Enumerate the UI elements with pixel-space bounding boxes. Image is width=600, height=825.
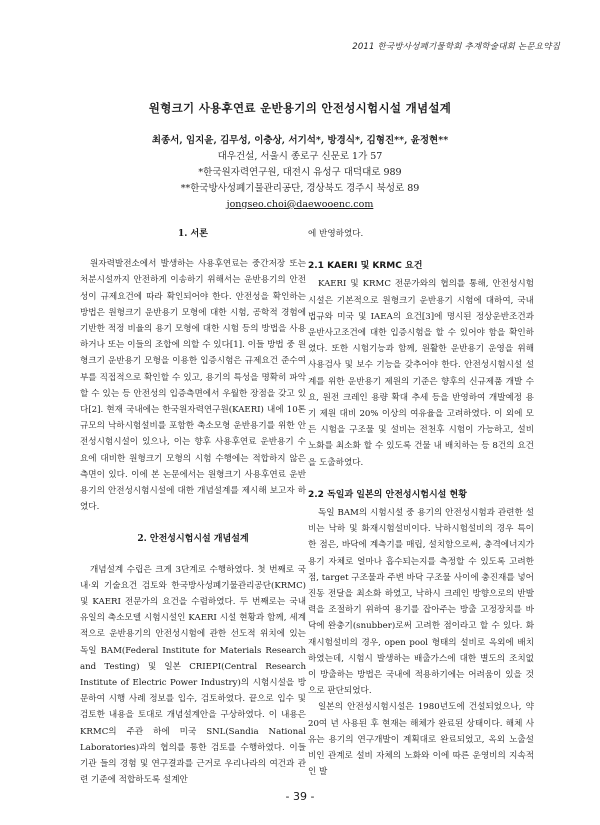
section-2-2-paragraph-1: 독일 BAM의 시험시설 중 용기의 안전성시험과 관련한 설비는 낙하 및 화재시험설비이다. 낙하시험설비의 경우 특이한 점은, 바닥에 계측기를 매립, 설치함으로써, 충격에너지가 용기 자체로 얼마나 흡수되는지를 측정할 수 있도록 고려한 점, target 구조물과 주변 바닥 구조물 사이에 충진재를 넣어 진동 전달을 최소화 하였고, 낙하시 크레인 방향으로의 반발력을 조절하기 위하여 용기를 잡아주는 방출 고정장치를 바닥에 완충기(snubber)로써 고려한 점이라고 할 수 있다. 화재시험설비의 경우, open pool 형태의 설비로 옥외에 배치하였는데, 시험시 발생하는 배출가스에 대한 별도의 조치없이 방출하는 방법은 국내에 적용하기에는 어려움이 있을 것으로 판단되었다. [308,508,534,697]
author-email[interactable]: jongseo.choi@daewooenc.com [226,199,374,210]
section-2-heading: 2. 안전성시험시설 개념설계 [137,534,249,545]
author-names: 최종서, 임지윤, 김무성, 이충상, 서기석*, 방경식*, 김형진**, 윤정현** [151,135,449,146]
affiliation-2: *한국원자력연구원, 대전시 유성구 대덕대로 989 [198,167,402,178]
right-column [308,226,534,781]
author-block [0,133,600,213]
page-number: - 39 - [285,790,315,803]
left-column [80,226,306,789]
affiliation-3: **한국방사성폐기물관리공단, 경상북도 경주시 북성로 89 [180,183,420,194]
section-2-1-heading: 2.1 KAERI 및 KRMC 요건 [308,261,423,272]
affiliation-1: 대우건설, 서울시 종로구 신문로 1가 57 [217,151,383,162]
section-2-paragraph: 개념설계 수립은 크게 3단계로 수행하였다. 첫 번째로 국내·외 기술요건 검토와 한국방사성폐기물관리공단(KRMC) 및 KAERI 전문가의 요건을 수렴하였다. 두 번째로는 국내 유일의 축소모델 시험시설인 KAERI 시설 현황과 함께, 세계적으로 운반용기의 안전성시험에 관한 선도적 위치에 있는 독일 BAM(Federal Institute for Materials Research and Testing) 및 일본 CRIEPI(Central Research Institute of Electric Power Industry)의 시험시설을 방문하여 시행 사례 정보를 입수, 검토하였다. 끝으로 입수 및 검토한 내용을 토대로 개념설계안을 구상하였다. 이 내용은 KRMC의 주관 하에 미국 SNL(Sandia National Laboratories)과의 협의를 통한 검토를 수행하였다. 이들 기관 들의 경험 및 연구결과를 근거로 우리나라의 여건과 관련 기준에 적합하도록 설계안 [80,564,306,786]
section-2-2-paragraph-2: 일본의 안전성시험시설은 1980년도에 건설되었으나, 약 20여 년 사용된 후 현재는 해체가 완료된 상태이다. 해체 사유는 용기의 연구개발이 계획대로 완료되었고, 옥외 노출설비인 관계로 설비 자체의 노화와 이에 따른 운영비의 지속적인 발 [308,702,534,778]
running-header: 2011 한국방사성폐기물학회 추계학술대회 논문요약집 [352,42,560,52]
section-1-paragraph: 원자력발전소에서 발생하는 사용후연료는 중간저장 또는 처분시설까지 안전하게 이송하기 위해서는 운반용기의 안전성이 규제요건에 따라 확인되어야 한다. 안전성을 확인하는 방법은 원형크기 운반용기 모형에 대한 시험, 공학적 경험에 기반한 적정 비율의 용기 모형에 대한 시험 등의 방법을 사용하거나 또는 이들의 조합에 의할 수 있다[1]. 이들 방법 중 원형크기 운반용기 모형을 이용한 입증시험은 규제요건 준수여부를 직접적으로 확인할 수 있고, 용기의 특성을 명확히 파악할 수 있는 등 안전성의 입증측면에서 우월한 장점을 갖고 있다[2]. 현재 국내에는 한국원자력연구원(KAERI) 내에 10톤 규모의 낙하시험설비를 포함한 축소모형 운반용기를 위한 안전성시험시설이 있으나, 이는 향후 사용후연료 운반용기 수요에 대비한 원형크기 모형의 시험 수행에는 적합하지 않은 측면이 있다. 이에 본 논문에서는 원형크기 사용후연료 운반용기의 안전성시험시설에 대한 개념설계를 제시해 보고자 하였다. [80,259,306,513]
continued-text: 에 반영하였다. [308,229,364,239]
section-2-2-heading: 2.2 독일과 일본의 안전성시험시설 현황 [308,489,467,500]
section-2-1-paragraph: KAERI 및 KRMC 전문가와의 협의를 통해, 안전성시험시설은 기본적으로 원형크기 운반용기 시험에 대하여, 국내 법규와 미국 및 IAEA의 요건[3]에 명시된 정상운반조건과 운반사고조건에 대한 입증시험을 할 수 있어야 함을 확인하였다. 또한 시험기능과 함께, 원활한 운반용기 운영을 위해 사용검사 및 보수 기능을 갖추어야 한다. 안전성시험시설 설계를 위한 운반용기 제원의 기준은 향후의 신규제품 개발 수요, 원전 크레인 용량 확대 추세 등을 반영하여 개발예정 용기 제원 대비 20% 이상의 여유율을 고려하였다. 이 외에 모든 시험을 구조물 및 설비는 전천후 시험이 가능하고, 설비 노화를 최소화 할 수 있도록 건물 내 배치하는 등 8건의 요건을 도출하였다. [308,279,534,468]
section-1-heading: 1. 서론 [178,229,208,239]
paper-title: 원형크기 사용후연료 운반용기의 안전성시험시설 개념설계 [148,101,452,115]
